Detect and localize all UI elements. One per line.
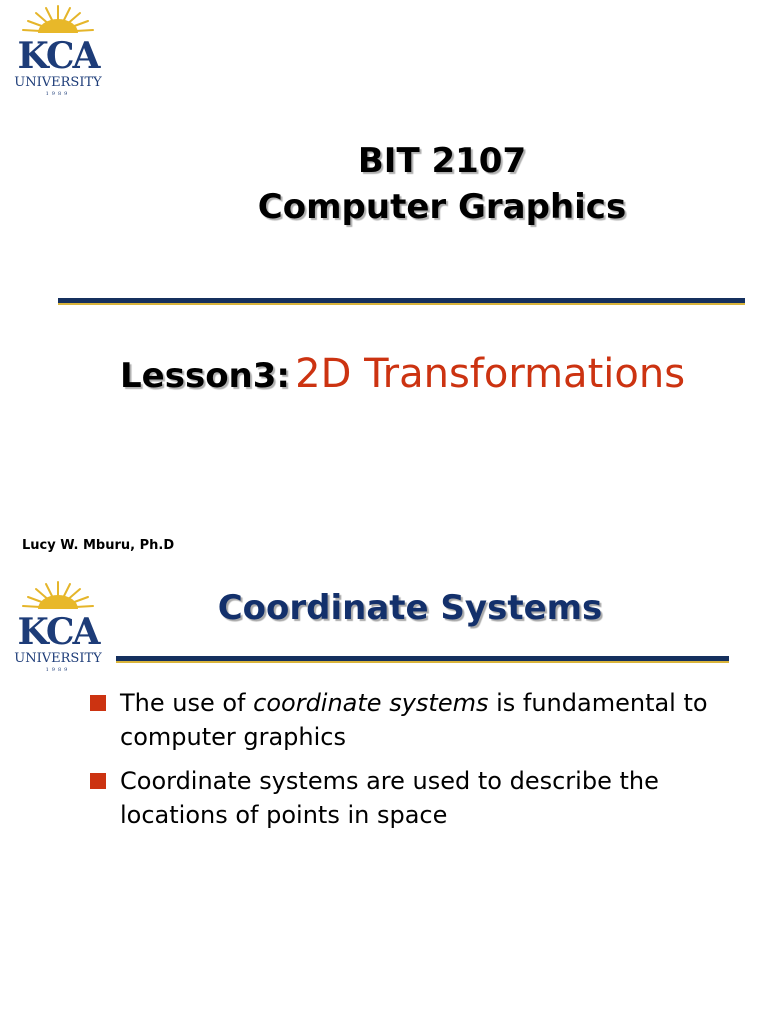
- lesson-label: Lesson3:: [120, 356, 291, 396]
- slide-title: Coordinate Systems: [217, 588, 603, 628]
- author-name: Lucy W. Mburu, Ph.D: [22, 538, 175, 553]
- logo-university-text: UNIVERSITY: [14, 651, 102, 666]
- bullet-text: Coordinate systems are used to describe the locations of points in space: [120, 767, 659, 829]
- kca-university-logo: [8, 2, 108, 98]
- logo-wordmark: KCA: [17, 35, 99, 77]
- bullet-item: [88, 764, 728, 832]
- divider-rule: [58, 298, 745, 305]
- content-slide: [0, 570, 768, 1024]
- lesson-topic: 2D Transformations: [295, 351, 686, 397]
- lesson-heading: [120, 348, 685, 408]
- bullet-text-tail: is fundamental to computer graphics: [120, 689, 708, 751]
- logo-year-text: 1989: [45, 91, 71, 97]
- bullet-text: The use of: [120, 689, 254, 717]
- bullet-item: [88, 686, 728, 754]
- sunburst-icon: [23, 6, 93, 33]
- logo-wordmark: KCA: [17, 611, 99, 653]
- course-title: Computer Graphics: [257, 187, 627, 227]
- sunburst-icon: [23, 582, 93, 609]
- bullet-list: [88, 686, 728, 842]
- square-bullet-icon: [90, 773, 106, 789]
- kca-university-logo: [8, 578, 108, 674]
- logo-university-text: UNIVERSITY: [14, 75, 102, 90]
- divider-rule: [116, 656, 729, 663]
- course-code: BIT 2107: [357, 141, 527, 181]
- bullet-emphasis: coordinate systems: [253, 689, 489, 717]
- square-bullet-icon: [90, 695, 106, 711]
- course-heading: [200, 138, 684, 230]
- logo-year-text: 1989: [45, 667, 71, 673]
